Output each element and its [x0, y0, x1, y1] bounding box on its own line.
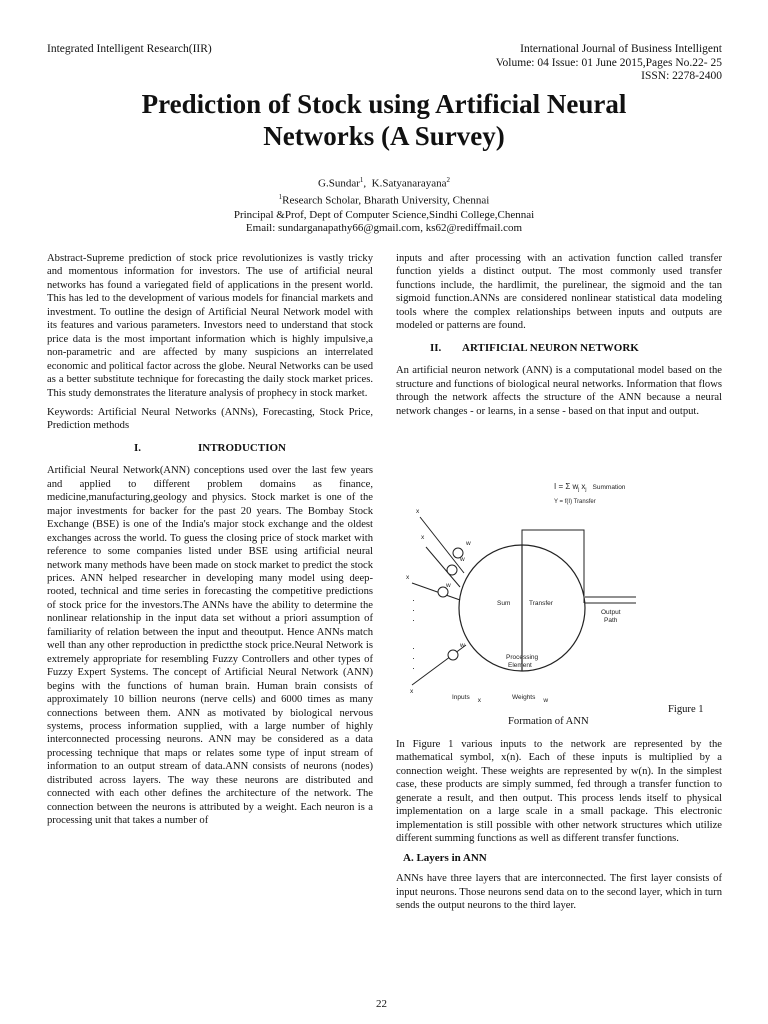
output-label: Output Path: [601, 609, 621, 624]
subsection-a-body: ANNs have three layers that are interconnected. The first layer consists of input neurons. Those neurons send data on to the second layer, which in turn sends the output neurons to the third layer.: [396, 873, 722, 911]
weight-node-n: [448, 650, 458, 660]
dots-lower-3: ·: [412, 663, 415, 673]
right-column-lower: [396, 738, 722, 916]
dots-upper-3: ·: [412, 615, 415, 625]
input-line-2: [412, 583, 460, 600]
weight-node-1: [447, 565, 457, 575]
transfer-label: Transfer: [529, 600, 553, 607]
input-line-n: [412, 645, 466, 685]
weight-w2: w: [446, 582, 451, 589]
weights-label: Weights w: [512, 694, 549, 704]
affiliation-1: [134, 191, 634, 208]
section-1-title: INTRODUCTION: [197, 441, 286, 454]
section-2-body: An artificial neuron network (ANN) is a computational model based on the structure and functions of biological neural networks. Information that flows through the network affects the structure of the ANN because a neural network changes - or learns, in a sense - based on that input and output.: [396, 365, 722, 417]
dots-upper-2: ·: [412, 605, 415, 615]
formula-summation: I = Σ $w_j$ $x_j$ $^{Summation}$: [554, 482, 626, 493]
page-number: 22: [376, 998, 387, 1010]
abstract: Abstract-Supreme prediction of stock price revolutionizes is vastly tricky and momentous information for investors. The use of artificial neural networks has found a variegated field of applications in the present world. This has led to the development of various models for financial markets and investment. To outline the design of Artificial Neural Network model with its features and various parameters. Investors need to understand that stock price data is the most important information which is highly impulsive,a non-parametric and are affected by many suspicions an interrelated economic and political factor across the globe. Neural Networks can be used as a better substitute technique for forecasting the daily stock market prices. This study demonstrates the literature analysis of prophecy in stock market.: [47, 253, 373, 399]
author-1: G.Sundar: [318, 177, 360, 190]
transfer-paragraph: inputs and after processing with an activation function called transfer function yields a distinct output. The most commonly used transfer functions include, the hardlimit, the purelinear, the sigmoid and the tan sigmoid function.ANNs are considered nonlinear statistical data modeling tools where the complex relationships between inputs and outputs are modeled or patterns are found.: [396, 253, 722, 332]
figure-caption: Formation of ANN: [508, 716, 589, 727]
right-column: [396, 252, 722, 424]
section-2-heading: [396, 342, 722, 355]
aff-1-text: Research Scholar, Bharath University, Chennai: [282, 194, 490, 207]
issn: ISSN: 2278-2400: [641, 70, 722, 82]
author-names: [134, 174, 634, 191]
ann-figure: [396, 475, 722, 735]
input-line-0: [420, 517, 464, 573]
title-line-1: Prediction of Stock using Artificial Neural: [141, 89, 627, 119]
figure-number: Figure 1: [668, 704, 704, 715]
section-2-title: ARTIFICIAL NEURON NETWORK: [462, 341, 639, 354]
section-1-heading: [47, 442, 373, 455]
introduction-body: Artificial Neural Network(ANN) conceptions used over the last few years and applied to different problem domains as finance, medicine,manufacturing,geology and physics. Stock market is one of the major investments for backer for the past 20 years. The Bombay Stock Exchange (BSE) is one of the India's major stock exchange and the oldest exchanges across the world. To guess the closing price of stock market with reference to some companies listed under BSE using artificial neural network many methods have been made on stock market to predict the stock prices. ANN helped researcher in developing many model using deep-rooted, technical and time series in forecasting the competitive predictions of stock price for the investors.The ANNs have the ability to determine the nonlinear relationship in the input data set without a priori assumption of familiarity of relation between the input and theoutput. Hence ANNs match well than any other reproduction in predictthe stock price.Neural Network is extremely appropriate for resembling Fuzzy Controllers and other types of Fuzzy Expert Systems. The concept of Artificial Neural Network (ANN) begins with the functions of human brain. Human brain consists of approximately 10 billion neurons (nerve cells) and 6000 times as many connections between them. ANN as motivated by biological nervous systems, process information supplied, with a large number of highly interconnected processing neurons. ANN may be considered as a data processing technique that maps or relates some type of input stream of information to an output stream of data.ANN consists of neurons (nodes) distributed across layers. The way these neurons are distributed and connected with each other defines the architecture of the network. The connection between the neurons is attributed by a weight. Each neuron is a processing unit that takes a number of: [47, 465, 373, 827]
section-1-number: I.: [133, 441, 142, 454]
author-2: K.Satyanarayana: [371, 177, 447, 190]
title-line-2: Networks (A Survey): [263, 121, 505, 151]
input-x1: x: [421, 534, 425, 541]
subsection-a-heading: A. Layers in ANN: [403, 851, 487, 864]
dots-lower: ·: [412, 643, 415, 653]
weight-w1: w: [460, 556, 465, 563]
author-block: [134, 174, 634, 236]
section-2-number: II.: [430, 341, 442, 354]
dots-lower-2: ·: [412, 653, 415, 663]
dots-upper: ·: [412, 595, 415, 605]
ann-diagram: [396, 475, 722, 735]
weight-w0: w: [466, 540, 471, 547]
left-column: [47, 252, 373, 828]
affiliation-2: Principal &Prof, Dept of Computer Science,Sindhi College,Chennai: [233, 208, 535, 221]
paper-title: [60, 88, 708, 152]
input-x0: x: [416, 508, 420, 515]
journal-right-header: [496, 43, 722, 84]
formula-transfer: Y = f(I) Transfer: [554, 499, 596, 505]
input-x2: x: [406, 574, 410, 581]
inputs-label: Inputs x: [452, 694, 481, 704]
journal-left-header: Integrated Intelligent Research(IIR): [47, 43, 212, 55]
weight-wn: w: [460, 642, 465, 649]
input-xn: x: [410, 688, 414, 695]
sum-label: Sum: [497, 600, 511, 607]
feedback-path: [522, 530, 584, 603]
author-2-sup: 2: [446, 176, 450, 184]
journal-name: International Journal of Business Intelligent: [520, 43, 722, 55]
figure-explanation: In Figure 1 various inputs to the network are represented by the mathematical symbol, x(n). Each of these inputs is multiplied by a connection weight. These weights are represented by w(n). In the simplest case, these products are simply summed, fed through a transfer function to generate a result, and then output. This process lends itself to physical implementation on a large scale in a small package. This electronic implementation is still possible with other network structures which utilize different summing functions as well as different transfer functions.: [396, 739, 722, 845]
author-email: Email: sundarganapathy66@gmail.com, ks62@rediffmail.com: [245, 222, 523, 235]
author-sep: ,: [363, 177, 372, 190]
author-1-sup: 1: [359, 176, 364, 184]
volume-info: Volume: 04 Issue: 01 June 2015,Pages No.22- 25: [495, 56, 722, 69]
keywords: Keywords: Artificial Neural Networks (ANNs), Forecasting, Stock Price, Prediction methods: [47, 406, 373, 432]
processing-element-label: Processing Element: [506, 654, 539, 669]
aff-1-sup: 1: [278, 193, 283, 202]
